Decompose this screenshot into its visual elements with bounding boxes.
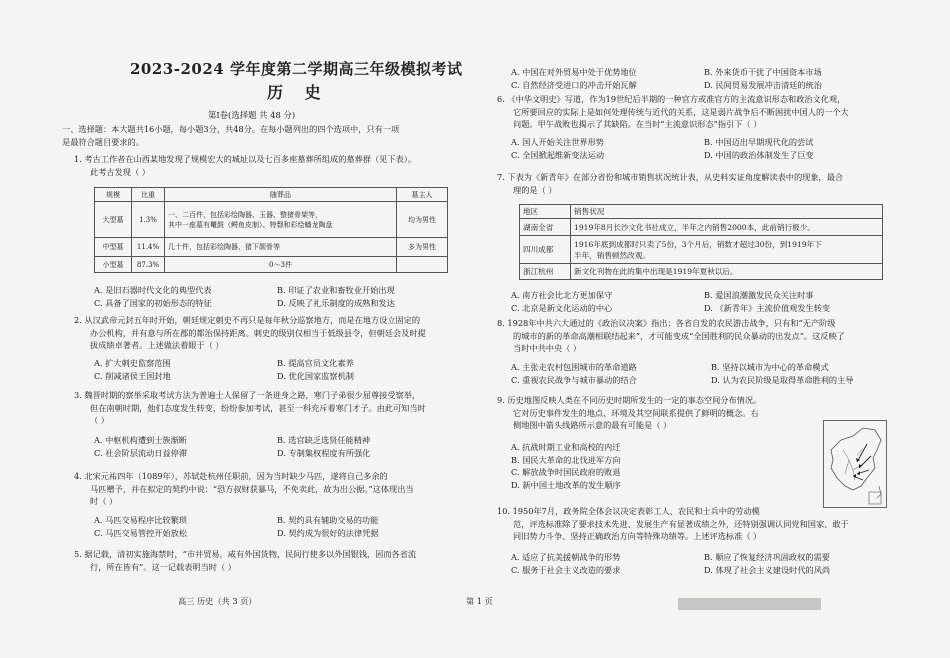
exam-title: 2023-2024 学年度第二学期高三年级模拟考试 [130, 60, 463, 78]
option-a[interactable]: A. 抗战时期工业和高校的内迁 [511, 442, 621, 452]
option-a[interactable]: A. 主张走农村包围城市的革命道路 [511, 362, 637, 372]
question-1: 1. 考古工作者在山西某地发现了规模宏大的城址以及七百多座墓葬所组成的墓葬群（见下表）。 此考古发现（ ） [74, 154, 417, 177]
option-c[interactable]: C. 具备了国家的初始形态的特征 [94, 297, 212, 308]
option-b[interactable]: B. 中国迈出早期现代化的尝试 [704, 137, 814, 147]
option-a[interactable]: A. 中枢机构遭到士族渐断 [94, 435, 187, 445]
page-number: 第 1 页 [466, 596, 493, 606]
option-c[interactable]: C. 解放战争时国民政府的败退 [511, 467, 621, 478]
option-d[interactable]: D. 《新青年》主流价值观发生转变 [704, 302, 831, 313]
option-b[interactable]: B. 爱国浪潮激发民众关注时事 [704, 290, 814, 300]
question-3: 3. 魏晋时期的察举采取考试方法为普遍士人保留了一条进身之路，寒门子弟很少屈尊接受察举， 但在南朝时期，他们态度发生转变，纷纷参加考试，甚至一科充斥着寒门才子。由此可知当时 （ ） [74, 390, 426, 426]
option-c[interactable]: C. 全国掀起维新变法运动 [511, 149, 605, 160]
option-a[interactable]: A. 适应了抗美援朝战争的形势 [511, 552, 621, 562]
option-d[interactable]: D. 新中国土地改革的发生顺序 [511, 479, 621, 490]
option-b[interactable]: B. 印证了农业和畜牧业开始出现 [277, 285, 395, 295]
q7-table: 地区 销售状况 湖南全省 1919年8月长沙文化书社成立，半年之内销售2000本，此前销行极少。 四川成都 1916年底到成都时只卖了5份，3个月后，销数才超过30份，到1919年下 半年，销售顿然改观。 浙江杭州 新文化刊物在此的集中出现是1919年夏秋以后。 [519, 204, 883, 280]
option-b[interactable]: B. 国民大革命的北伐进军方向 [511, 454, 621, 465]
option-d[interactable]: D. 民间贸易发展冲击清廷的统治 [704, 79, 822, 90]
china-map-figure [823, 420, 887, 508]
option-b[interactable]: B. 顺应了恢复经济巩固政权的需要 [704, 552, 830, 562]
option-d[interactable]: D. 反映了礼乐制度的成熟和发达 [277, 297, 395, 308]
q1-table: 规模 比重 随葬品 墓主人 大型墓 1.3% 一、二百件，包括彩绘陶器、玉器、整猪骨架等， 其中一座墓有鼍鼓（鳄鱼皮制）、特磬和彩绘蟠龙陶盘 均为男性 中型墓 11.4% 几十件，包括彩绘陶器、猪下颌骨等 多为男性 小型墓 87.3% 0～3件 [94, 187, 448, 273]
option-c[interactable]: C. 北京是新文化运动的中心 [511, 302, 613, 313]
option-b[interactable]: B. 提高官员文化素养 [277, 358, 354, 368]
table-row: 浙江杭州 新文化刊物在此的集中出现是1919年夏秋以后。 [520, 264, 883, 280]
redaction-bar [678, 598, 821, 610]
q2-options [94, 357, 454, 382]
option-b[interactable]: B. 契约具有辅助交易的功能 [277, 515, 379, 525]
table-row: 大型墓 1.3% 一、二百件，包括彩绘陶器、玉器、整猪骨架等， 其中一座墓有鼍鼓（鳄鱼皮制）、特磬和彩绘蟠龙陶盘 均为男性 [95, 202, 448, 238]
option-a[interactable]: A. 国人开始关注世界形势 [511, 137, 604, 147]
option-a[interactable]: A. 南方社会比北方更加保守 [511, 290, 613, 300]
q6-options [511, 136, 891, 161]
option-b[interactable]: B. 选官缺乏选贤任能精神 [277, 435, 371, 445]
footer-left: 高三 历史（共 3 页） [178, 596, 257, 606]
q5-options [511, 66, 891, 91]
table-row: 湖南全省 1919年8月长沙文化书社成立，半年之内销售2000本，此前销行极少。 [520, 219, 883, 236]
q3-options [94, 434, 454, 459]
option-c[interactable]: C. 社会阶层流动日益停滞 [94, 447, 188, 458]
option-c[interactable]: C. 服务于社会主义改造的要求 [511, 564, 621, 575]
q4-options [94, 514, 454, 539]
q7-options [511, 289, 891, 314]
option-a[interactable]: A. 是旧石器时代文化的典型代表 [94, 285, 212, 295]
option-d[interactable]: D. 中国的政治体制发生了巨变 [704, 149, 814, 160]
exam-subject: 历 史 [267, 83, 329, 102]
option-d[interactable]: D. 契约成为很好的法律凭据 [277, 527, 379, 538]
q9-options [511, 441, 811, 491]
part-heading: 第Ⅰ卷(选择题 共 48 分) [208, 110, 296, 120]
option-a[interactable]: A. 马匹交易程序比较繁琐 [94, 515, 187, 525]
question-5: 5. 据记载，清初实施海禁时，“市井贸易，咸有外国货物，民间行使多以外国银钱，因而各省流 行，所在皆有”。这一记载表明当时（ ） [74, 549, 417, 572]
question-9: 9. 历史地图反映人类在不同历史时期所发生的一定的事态空间分布情况。 它对历史事件发生的地点、环境及其空间联系提供了鲜明的概念。右 侧地图中箭头线路所示意的最有可能是（ ） [497, 395, 762, 431]
question-10: 10. 1950年7月，政务院全体会议决定表彰工人、农民和士兵中的劳动模 范，评选标准除了要求技术先进、发展生产有显著成绩之外，还特别强调认同党和国家、敢于 同旧势力斗争、坚持正确政治方向等特殊功绩等。上述评选标准（ ） [497, 506, 849, 542]
option-c[interactable]: C. 削减诸侯王国封地 [94, 370, 171, 381]
table-row: 小型墓 87.3% 0～3件 [95, 257, 448, 273]
option-d[interactable]: D. 专制集权程度有所强化 [277, 447, 371, 458]
option-b[interactable]: B. 坚持以城市为中心的革命模式 [711, 362, 829, 372]
question-7: 7. 下表为《新青年》在部分省份和城市销售状况统计表，从史料实证角度解读表中的现象，最合 理的是（ ） [497, 172, 844, 195]
option-c[interactable]: C. 马匹交易管控开始放松 [94, 527, 188, 538]
option-a[interactable]: A. 扩大刺史监察范围 [94, 358, 171, 368]
table-row: 中型墓 11.4% 几十件，包括彩绘陶器、猪下颌骨等 多为男性 [95, 238, 448, 257]
q1-options [94, 284, 454, 309]
question-6: 6. 《中华文明史》写道，作为19世纪后半期的一种官方或准官方的主流意识形态和政治文化观， 它所要回应的实际上是如何处理传统与近代的关系，这是弱片战争后不断困扰中国人的一个大 问题。甲午战败也揭示了其缺陷。在当时“主流意识形态”指引下（ ） [497, 94, 849, 130]
q10-options [511, 551, 891, 576]
section-intro: 一、选择题：本大题共16小题，每小题3分，共48分。在每小题列出的四个选项中，只有一项 是最符合题目要求的。 [62, 124, 400, 147]
option-d[interactable]: D. 优化国家监察机制 [277, 370, 354, 381]
option-d[interactable]: D. 体现了社会主义建设时代的风尚 [704, 564, 831, 575]
question-4: 4. 北宋元祐四年（1089年），苏轼赴杭州任职前，因为当时缺少马匹，遂将自己多余的 马匹赠予，并在拟定的契约中说：“恐方叔财获暴马，不免卖此，故为出公据。”这体现出当 时（ ） [74, 471, 414, 507]
q8-options [511, 361, 901, 386]
option-c[interactable]: C. 自然经济受进口的冲击开始瓦解 [511, 79, 637, 90]
option-b[interactable]: B. 外来货币干扰了中国资本市场 [704, 67, 822, 77]
option-d[interactable]: D. 认为农民阶级是取得革命胜利的主导 [711, 374, 854, 385]
table-row: 四川成都 1916年底到成都时只卖了5份，3个月后，销数才超过30份，到1919年下 半年，销售顿然改观。 [520, 236, 883, 264]
option-a[interactable]: A. 中国在对外贸易中处于优势地位 [511, 67, 637, 77]
option-c[interactable]: C. 重视农民战争与城市暴动的结合 [511, 374, 637, 385]
question-2: 2. 从汉武帝元封五年时开始，朝廷规定刺史不再只是每年秋分巡察地方，而是在地方设立固定的 办公机构，并有意与所在郡的都治保持距离。刺史的级别仅相当于低级县令，但朝廷会及时提 拔成绩卓著者。上述做法着眼于（ ） [74, 315, 426, 351]
question-8: 8. 1928年中共六大通过的《政治议决案》指出：各省自发的农民游击战争，只有和“无产阶级 的城市的新的革命高潮相联结起来”，才可能变成“全国胜利的民众暴动的出发点”。这反映了 当时中共中央（ ） [497, 318, 845, 354]
